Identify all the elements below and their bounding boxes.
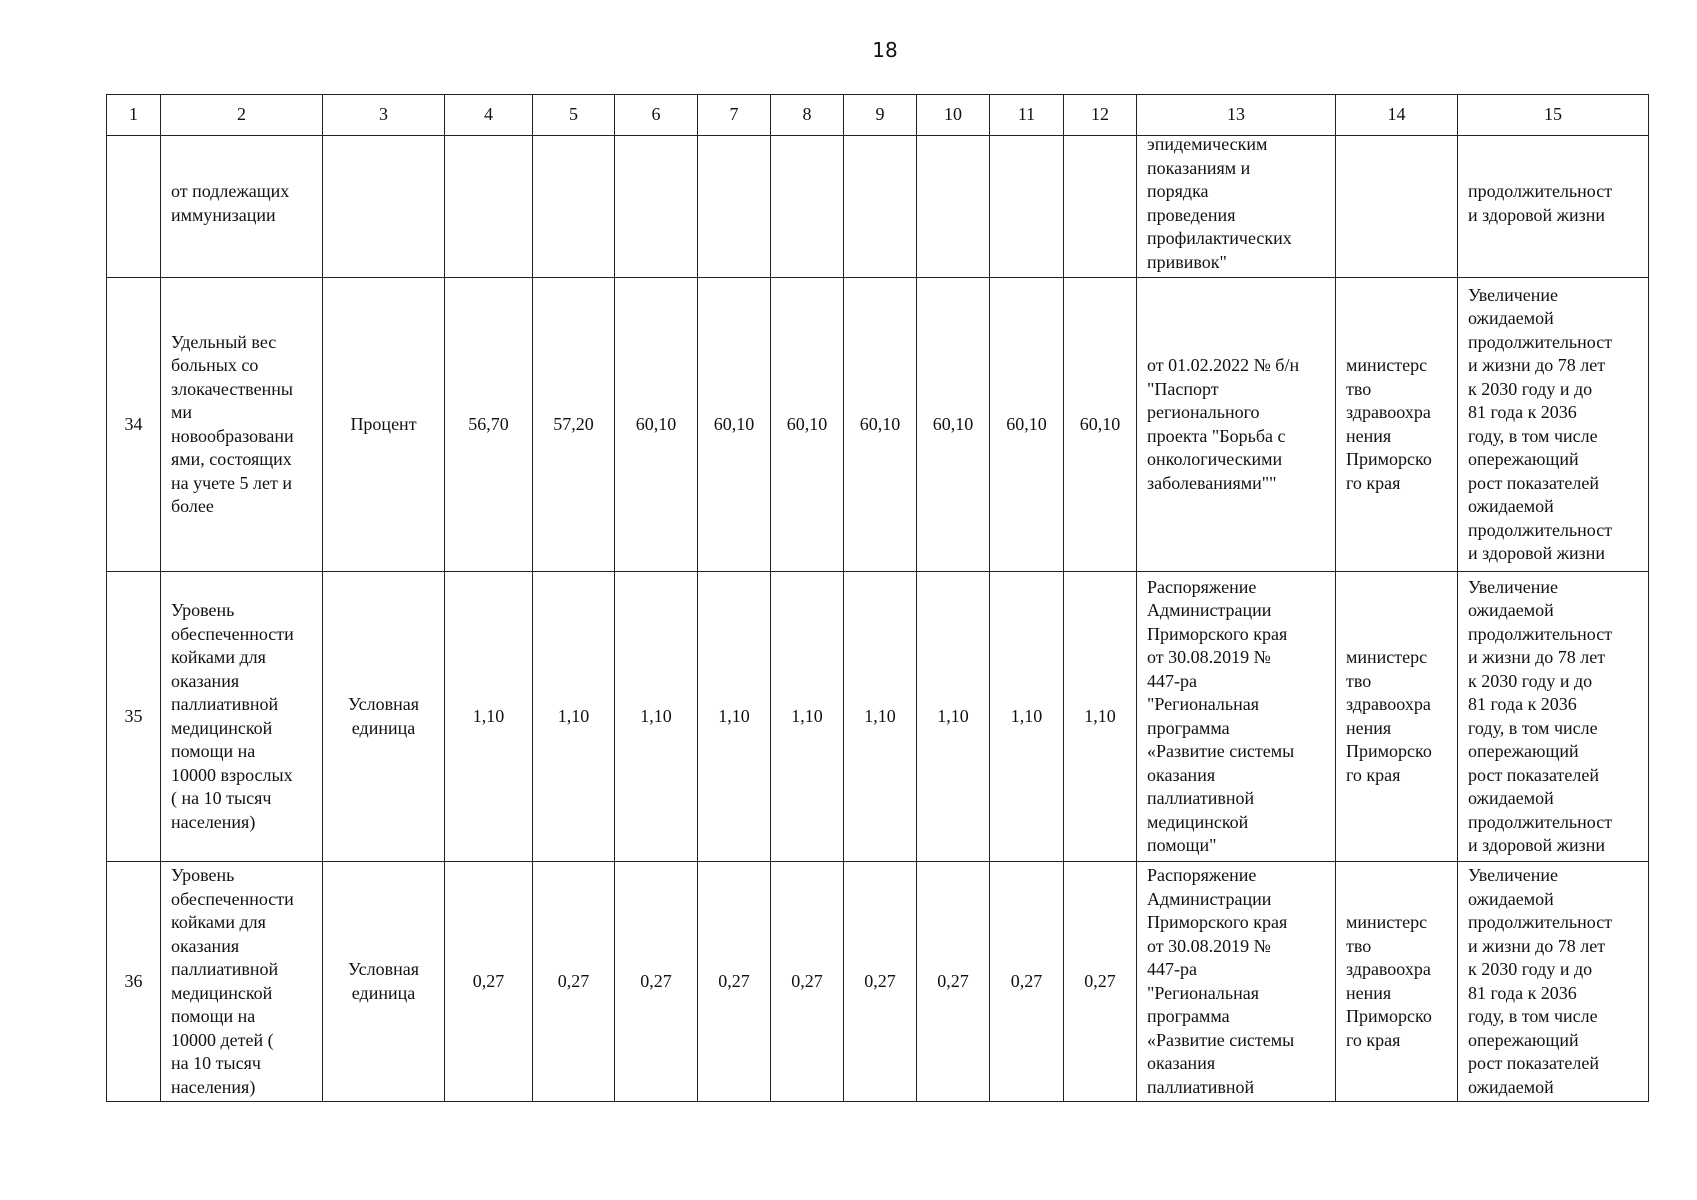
table-row — [107, 572, 1649, 862]
unit-cell: Условная единица — [323, 572, 445, 862]
document-basis-cell: от 01.02.2022 № б/н "Паспорт регионального проекта "Борьба с онкологическими заболеваниями"" — [1137, 278, 1336, 572]
column-number: 14 — [1336, 95, 1458, 136]
value-cell: 0,27 — [917, 862, 990, 1102]
row-number: 36 — [107, 862, 161, 1102]
value-cell: 1,10 — [844, 572, 917, 862]
page-number: 18 — [872, 38, 898, 62]
column-number: 5 — [533, 95, 615, 136]
document-basis-cell: Распоряжение Администрации Приморского края от 30.08.2019 № 447-ра "Региональная программа «Развитие системы оказания паллиативной — [1137, 862, 1336, 1102]
value-cell: 0,27 — [533, 862, 615, 1102]
unit-cell: Условная единица — [323, 862, 445, 1102]
indicator-name-cell: Уровень обеспеченности койками для оказания паллиативной медицинской помощи на 10000 взрослых ( на 10 тысяч населения) — [161, 572, 323, 862]
value-cell: 60,10 — [698, 278, 771, 572]
goal-cell: Увеличение ожидаемой продолжительност и жизни до 78 лет к 2030 году и до 81 года к 2036 году, в том числе опережающий рост показателей ожидаемой — [1458, 862, 1649, 1102]
indicator-name-cell: от подлежащих иммунизации — [161, 136, 323, 278]
document-basis-cell: Распоряжение Администрации Приморского края от 30.08.2019 № 447-ра "Региональная программа «Развитие системы оказания паллиативной медицинской помощи" — [1137, 572, 1336, 862]
value-cell: 60,10 — [917, 278, 990, 572]
column-number: 10 — [917, 95, 990, 136]
value-cell: 1,10 — [990, 572, 1064, 862]
column-number: 6 — [615, 95, 698, 136]
value-cell: 60,10 — [990, 278, 1064, 572]
indicator-name-cell: Удельный вес больных со злокачественны ми новообразовани ями, состоящих на учете 5 лет и более — [161, 278, 323, 572]
value-cell: 0,27 — [445, 862, 533, 1102]
column-number: 1 — [107, 95, 161, 136]
value-cell: 0,27 — [844, 862, 917, 1102]
responsible-cell: министерс тво здравоохра нения Приморско го края — [1336, 862, 1458, 1102]
column-number: 13 — [1137, 95, 1336, 136]
column-number: 15 — [1458, 95, 1649, 136]
value-cell: 1,10 — [1064, 572, 1137, 862]
value-cell: 56,70 — [445, 278, 533, 572]
goal-cell: Увеличение ожидаемой продолжительност и жизни до 78 лет к 2030 году и до 81 года к 2036 году, в том числе опережающий рост показателей ожидаемой продолжительност и здоровой жизни — [1458, 572, 1649, 862]
value-cell: 1,10 — [698, 572, 771, 862]
value-cell: 0,27 — [615, 862, 698, 1102]
column-number-row — [107, 95, 1649, 136]
value-cell: 1,10 — [771, 572, 844, 862]
column-number: 3 — [323, 95, 445, 136]
value-cell: 1,10 — [533, 572, 615, 862]
table-row — [107, 862, 1649, 1102]
column-number: 2 — [161, 95, 323, 136]
goal-cell: Увеличение ожидаемой продолжительност и жизни до 78 лет к 2030 году и до 81 года к 2036 году, в том числе опережающий рост показателей ожидаемой продолжительност и здоровой жизни — [1458, 278, 1649, 572]
document-basis-cell: эпидемическим показаниям и порядка проведения профилактических прививок" — [1137, 136, 1336, 278]
value-cell: 60,10 — [615, 278, 698, 572]
unit-cell: Процент — [323, 278, 445, 572]
value-cell: 0,27 — [990, 862, 1064, 1102]
column-number: 4 — [445, 95, 533, 136]
indicator-name-cell: Уровень обеспеченности койками для оказания паллиативной медицинской помощи на 10000 детей ( на 10 тысяч населения) — [161, 862, 323, 1102]
value-cell: 60,10 — [1064, 278, 1137, 572]
column-number: 11 — [990, 95, 1064, 136]
value-cell: 60,10 — [771, 278, 844, 572]
row-number: 35 — [107, 572, 161, 862]
value-cell: 1,10 — [615, 572, 698, 862]
value-cell: 57,20 — [533, 278, 615, 572]
value-cell: 0,27 — [698, 862, 771, 1102]
value-cell: 60,10 — [844, 278, 917, 572]
responsible-cell: министерс тво здравоохра нения Приморско го края — [1336, 278, 1458, 572]
goal-cell: продолжительност и здоровой жизни — [1458, 136, 1649, 278]
column-number: 8 — [771, 95, 844, 136]
value-cell: 0,27 — [771, 862, 844, 1102]
value-cell: 1,10 — [445, 572, 533, 862]
column-number: 7 — [698, 95, 771, 136]
table-row-continuation — [107, 136, 1649, 278]
table-row — [107, 278, 1649, 572]
responsible-cell: министерс тво здравоохра нения Приморско го края — [1336, 572, 1458, 862]
column-number: 12 — [1064, 95, 1137, 136]
column-number: 9 — [844, 95, 917, 136]
indicators-table — [106, 94, 1649, 1102]
value-cell: 0,27 — [1064, 862, 1137, 1102]
value-cell: 1,10 — [917, 572, 990, 862]
row-number: 34 — [107, 278, 161, 572]
